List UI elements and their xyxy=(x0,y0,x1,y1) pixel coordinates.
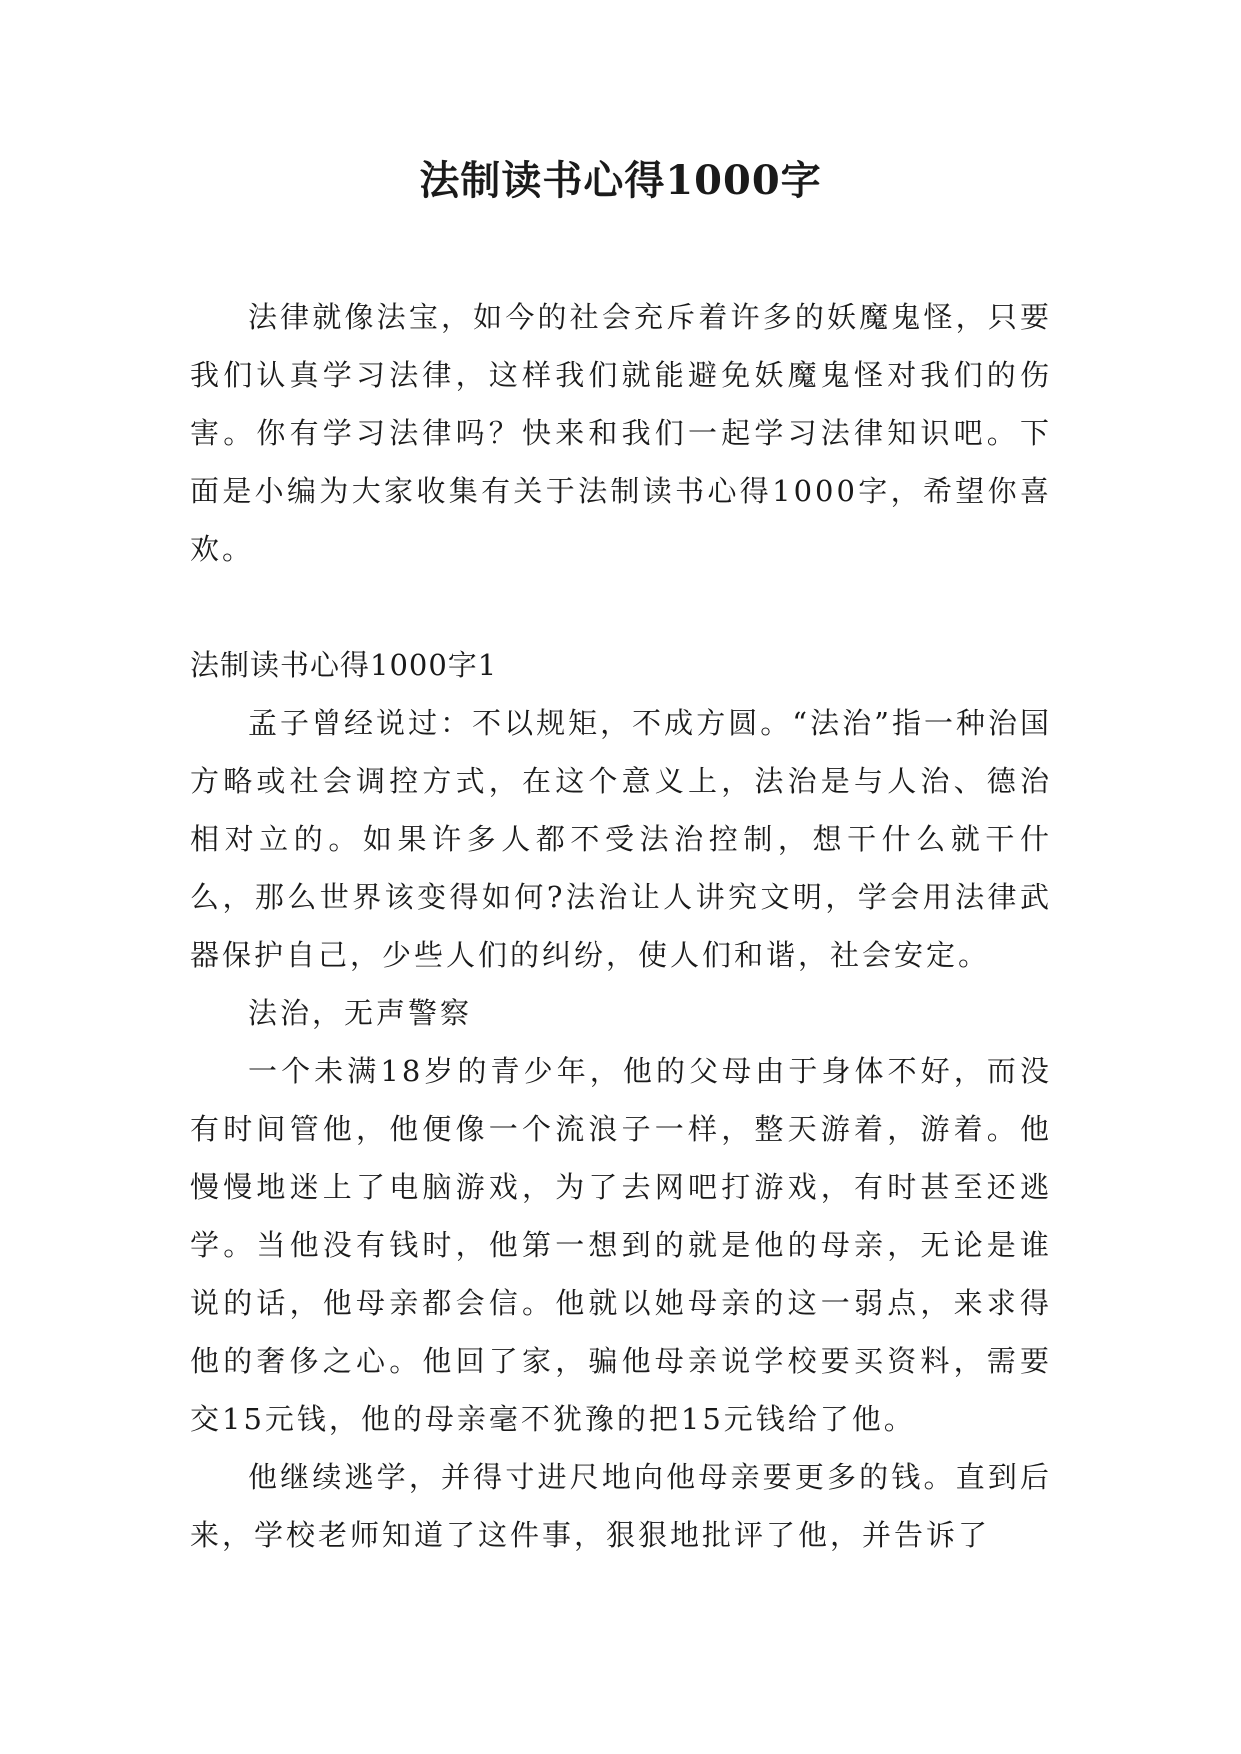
body-paragraph: 法治，无声警察 xyxy=(248,996,473,1030)
paragraph-gap xyxy=(190,578,1052,636)
section-heading: 法制读书心得1000字1 xyxy=(190,648,498,682)
document-body xyxy=(190,288,1052,1564)
body-paragraph: 孟子曾经说过：不以规矩，不成方圆。“法治”指一种治国方略或社会调控方式，在这个意义上，法治是与人治、德治相对立的。如果许多人都不受法治控制，想干什么就干什么，那么世界该变得如何?法治让人讲究文明，学会用法律武器保护自己，少些人们的纠纷，使人们和谐，社会安定。 xyxy=(190,706,1052,972)
body-paragraph: 一个未满18岁的青少年，他的父母由于身体不好，而没有时间管他，他便像一个流浪子一样，整天游着，游着。他慢慢地迷上了电脑游戏，为了去网吧打游戏，有时甚至还逃学。当他没有钱时，他第一想到的就是他的母亲，无论是谁说的话，他母亲都会信。他就以她母亲的这一弱点，来求得他的奢侈之心。他回了家，骗他母亲说学校要买资料，需要交15元钱，他的母亲毫不犹豫的把15元钱给了他。 xyxy=(190,1054,1052,1436)
document-title: 法制读书心得1000字 xyxy=(419,157,822,204)
intro-paragraph: 法律就像法宝，如今的社会充斥着许多的妖魔鬼怪，只要我们认真学习法律，这样我们就能避免妖魔鬼怪对我们的伤害。你有学习法律吗？快来和我们一起学习法律知识吧。下面是小编为大家收集有关于法制读书心得1000字，希望你喜欢。 xyxy=(190,300,1052,566)
body-paragraph: 他继续逃学，并得寸进尺地向他母亲要更多的钱。直到后来，学校老师知道了这件事，狠狠地批评了他，并告诉了 xyxy=(190,1460,1052,1552)
